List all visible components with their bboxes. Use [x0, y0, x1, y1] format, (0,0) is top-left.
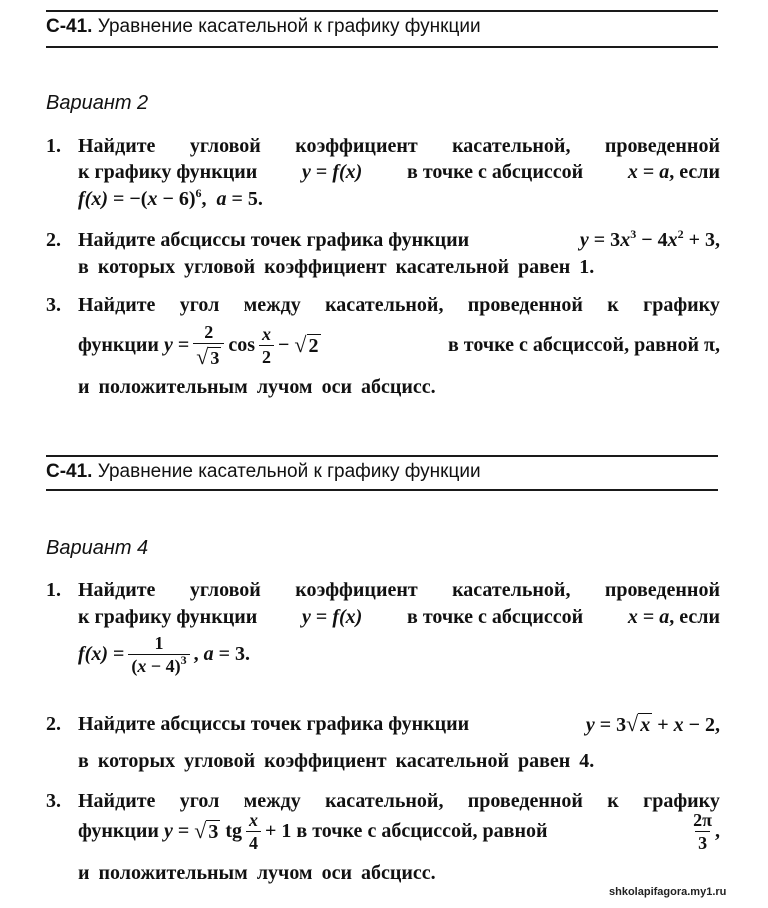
word: графику [643, 293, 720, 316]
fraction: $\frac{2\pi}{3}$ [693, 809, 712, 853]
word: касательной, [325, 293, 444, 316]
word: Найдите [78, 578, 156, 601]
fraction: $\frac{1}{(x - 4)^3}$ [128, 634, 189, 675]
word: касательной [395, 749, 509, 772]
sqrt: √ x [626, 711, 651, 736]
word: равен [517, 749, 571, 772]
word: проведенной [467, 293, 583, 316]
word: коэффициент [264, 255, 387, 278]
word: касательной, [452, 134, 571, 157]
word: коэффициент [295, 134, 418, 157]
word: угловой [184, 749, 256, 772]
word: между [243, 789, 301, 812]
word: угол [179, 293, 220, 316]
word: и [78, 861, 90, 884]
text: Найдите абсциссы точек графика функции [78, 228, 470, 251]
word: которых [97, 255, 176, 278]
formula: $\frac{2\pi}{3}$ , [686, 811, 720, 852]
problem-text-line [78, 225, 720, 255]
word: положительным [98, 375, 248, 398]
problem-text-line [78, 746, 720, 776]
section-code: С-41. [46, 16, 93, 37]
word: касательной, [452, 578, 571, 601]
bottom-rule-1 [46, 46, 718, 48]
word: лучом [256, 375, 313, 398]
word: угол [179, 789, 220, 812]
formula: функции y = √ 3 tg $\frac{x}{4}$ + 1 в точке с абсциссой, равной [78, 809, 548, 853]
text: к графику функции [78, 160, 258, 183]
word: Найдите [78, 293, 156, 316]
formula: y = f(x) [302, 160, 363, 183]
word: оси [321, 861, 352, 884]
word: Найдите [78, 789, 156, 812]
problem-text-line [78, 290, 720, 320]
watermark-url: shkolapifagora.my1.ru [609, 886, 727, 898]
section-header-1 [46, 16, 481, 38]
variant-label-4: Вариант 4 [46, 537, 149, 559]
problem-text-line [78, 575, 720, 605]
formula: $y = 3x^3 - 4x^2 + 3$, [579, 226, 720, 251]
problem-formula-line [78, 810, 720, 852]
word: и [78, 375, 90, 398]
word: положительным [98, 861, 248, 884]
word: проведенной [604, 134, 720, 157]
formula: x = a, если [627, 605, 720, 628]
text: в точке с абсциссой [407, 160, 584, 183]
word: касательной [395, 255, 509, 278]
word: проведенной [467, 789, 583, 812]
bottom-rule-2 [46, 489, 718, 491]
problem-number: 2. [46, 229, 61, 251]
word: Найдите [78, 134, 156, 157]
section-code: С-41. [46, 461, 93, 482]
problem-text-line [78, 372, 720, 402]
fraction: $\frac{2}{√ 3}$ [193, 323, 224, 368]
word: равен [517, 255, 571, 278]
formula: $f(x) = -(x - 6)^6$, a = 5. [78, 185, 263, 210]
problem-text-line [78, 602, 720, 632]
problem-text-line [78, 157, 720, 187]
formula: функции y = $\frac{2}{√ 3}$ cos $\frac{x}{2}$ − √ 2 [78, 321, 319, 369]
word: коэффициент [264, 749, 387, 772]
problem-formula-line [78, 632, 720, 676]
problem-text-line [78, 252, 720, 282]
problem-formula-line [78, 321, 720, 369]
word: 1. [579, 255, 595, 278]
problem-number: 3. [46, 294, 61, 316]
problem-text-line [78, 858, 720, 888]
word: в [78, 255, 89, 278]
word: лучом [256, 861, 313, 884]
word: абсцисс. [360, 375, 436, 398]
section-header-2 [46, 461, 481, 483]
word: касательной, [325, 789, 444, 812]
problem-text-line [78, 709, 720, 739]
problem-formula-line [78, 184, 720, 214]
top-rule-1 [46, 10, 718, 12]
section-title: Уравнение касательной к графику функции [97, 16, 481, 37]
text: в точке с абсциссой, равной π, [447, 333, 720, 356]
word: угловой [189, 134, 261, 157]
problem-number: 3. [46, 790, 61, 812]
word: оси [321, 375, 352, 398]
word: к [607, 789, 619, 812]
word: которых [97, 749, 176, 772]
sqrt: √ 3 [194, 818, 219, 843]
text: в точке с абсциссой [407, 605, 584, 628]
problem-number: 1. [46, 135, 61, 157]
word: коэффициент [295, 578, 418, 601]
word: между [243, 293, 301, 316]
word: угловой [184, 255, 256, 278]
text: к графику функции [78, 605, 258, 628]
variant-label-2: Вариант 2 [46, 92, 149, 114]
problem-number: 2. [46, 713, 61, 735]
formula: y = f(x) [302, 605, 363, 628]
word: 4. [579, 749, 595, 772]
word: в [78, 749, 89, 772]
word: к [607, 293, 619, 316]
top-rule-2 [46, 455, 718, 457]
fraction: $\frac{x}{4}$ [246, 811, 261, 852]
word: угловой [189, 578, 261, 601]
fraction: $\frac{x}{2}$ [259, 325, 274, 366]
word: абсцисс. [360, 861, 436, 884]
word: проведенной [604, 578, 720, 601]
problem-number: 1. [46, 579, 61, 601]
formula: f(x) = $\frac{1}{(x - 4)^3}$ , a = 3. [78, 632, 251, 676]
formula: y = 3√ x + x − 2, [585, 711, 720, 736]
word: графику [643, 789, 720, 812]
formula: x = a, если [627, 160, 720, 183]
text: Найдите абсциссы точек графика функции [78, 712, 470, 735]
section-title: Уравнение касательной к графику функции [97, 461, 481, 482]
sqrt: √ 2 [294, 332, 319, 357]
sqrt: √ 3 [196, 343, 220, 369]
